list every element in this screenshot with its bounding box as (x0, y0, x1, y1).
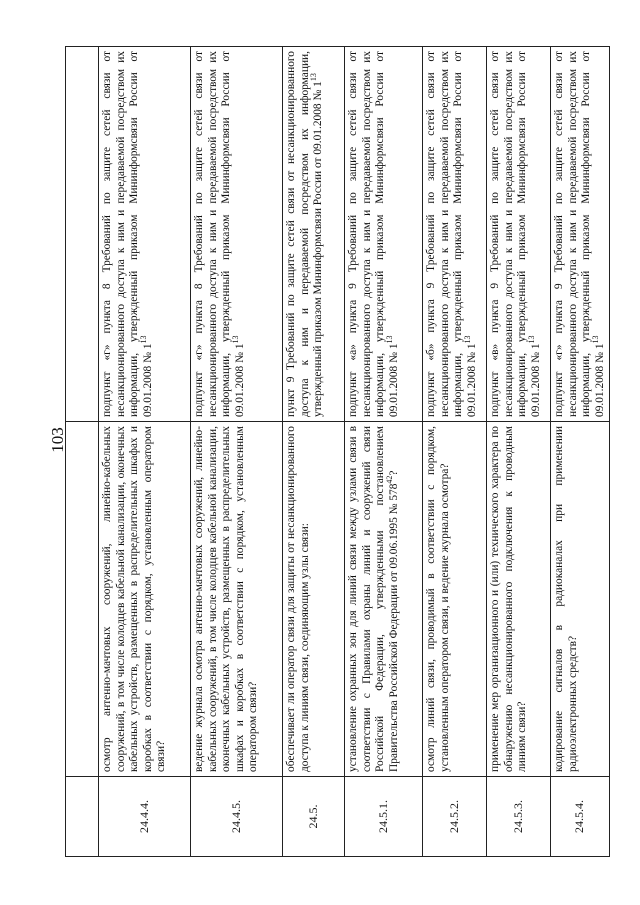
page-number-text: 103 (48, 427, 67, 453)
footnote-ref: 13 (462, 335, 472, 344)
row-number: 24.5.4. (551, 777, 610, 857)
row-number: 24.5. (283, 777, 345, 857)
table-row (66, 47, 99, 857)
row-reference (191, 47, 283, 422)
reference-text: подпункт «в» пункта 9 Требований по защите сетей связи от несанкционированного доступа к ним и передаваемой посредством их информации, утвержденный приказом Мининформсвязи России от 09.01.2008 № 1 (489, 51, 542, 417)
row-question: кодирование сигналов в радиоканалах при применении радиоэлектронных средств? (551, 422, 610, 777)
table-row (423, 47, 487, 857)
table-row (551, 47, 610, 857)
reference-text: подпункт «г» пункта 8 Требований по защите сетей связи от несанкционированного доступа к ним и передаваемой посредством их информации, утвержденный приказом Мининформсвязи России от 09.01.2008 № 1 (101, 51, 154, 417)
reference-text: подпункт «г» пункта 9 Требований по защите сетей связи от несанкционированного доступа к ним и передаваемой посредством их информации, утвержденный приказом Мининформсвязи России от 09.01.2008 № 1 (553, 51, 606, 417)
footnote-ref: 13 (309, 73, 319, 82)
footnote-ref: 13 (138, 335, 148, 344)
reference-text: подпункт «г» пункта 8 Требований по защите сетей связи от несанкционированного доступа к ним и передаваемой посредством их информации, утвержденный приказом Мининформсвязи России от 09.01.2008 № 1 (193, 51, 246, 417)
row-number (66, 777, 99, 857)
row-question: применение мер организационного и (или) технического характера по обнаружению несанкционированного подключения к проводным линиям связи? (487, 422, 551, 777)
row-question: ведение журнала осмотра антенно-мачтовых сооружений, линейно-кабельных сооружений, в том числе колодцев кабельной канализации, оконечных кабельных устройств, размещенных в распределительных шкафах и коробках в соответствии с порядком, установленным оператором связи? (191, 422, 283, 777)
row-reference (423, 47, 487, 422)
row-reference (345, 47, 423, 422)
table-row (345, 47, 423, 857)
row-question (345, 422, 423, 777)
row-question: осмотр антенно-мачтовых сооружений, линейно-кабельных сооружений, в том числе колодцев кабельной канализации, оконечных кабельных устройств, размещенных в распределительных шкафах и коробках в соответствии с порядком, установленным оператором связи? (99, 422, 191, 777)
footnote-ref: 13 (384, 335, 394, 344)
row-reference (551, 47, 610, 422)
row-reference (66, 47, 99, 422)
row-number: 24.5.3. (487, 777, 551, 857)
row-number: 24.5.2. (423, 777, 487, 857)
footnote-ref: 42 (384, 475, 394, 484)
question-text: установление охранных зон для линий связи между узлами связи в соответствии с Правилами охраны линий и сооружений связи Российской Федерации, утвержденными постановлением Правительства Российской Федерации от 09.06.1995 № 578 (347, 426, 400, 772)
reference-text: подпункт «а» пункта 9 Требований по защите сетей связи от несанкционированного доступа к ним и передаваемой посредством их информации, утвержденный приказом Мининформсвязи России от 09.01.2008 № 1 (347, 51, 400, 417)
table-row (191, 47, 283, 857)
table-row (283, 47, 345, 857)
row-reference (99, 47, 191, 422)
row-question (66, 422, 99, 777)
row-reference (487, 47, 551, 422)
footnote-ref: 13 (590, 335, 600, 344)
reference-text: пункт 9 Требований по защите сетей связи от несанкционированного доступа к ним и передаваемой посредством их информации, утвержденный приказом Мининформсвязи России от 09.01.2008 № 1 (285, 51, 325, 417)
row-number: 24.5.1. (345, 777, 423, 857)
row-number: 24.4.5. (191, 777, 283, 857)
row-number: 24.4.4. (99, 777, 191, 857)
row-question: обеспечивает ли оператор связи для защиты от несанкционированного доступа к линиям связи, соединяющим узлы связи: (283, 422, 345, 777)
rotated-table-container (65, 47, 606, 857)
table-row (99, 47, 191, 857)
table-row (487, 47, 551, 857)
reference-text: подпункт «б» пункта 9 Требований по защите сетей связи от несанкционированного доступа к ним и передаваемой посредством их информации, утвержденный приказом Мининформсвязи России от 09.01.2008 № 1 (425, 51, 478, 417)
row-question: осмотр линий связи, проводимый в соответствии с порядком, установленным оператором связи, и ведение журнала осмотра? (423, 422, 487, 777)
footnote-ref: 13 (230, 335, 240, 344)
footnote-ref: 13 (526, 335, 536, 344)
requirements-table (65, 46, 610, 857)
question-end: ? (387, 470, 400, 476)
row-reference (283, 47, 345, 422)
